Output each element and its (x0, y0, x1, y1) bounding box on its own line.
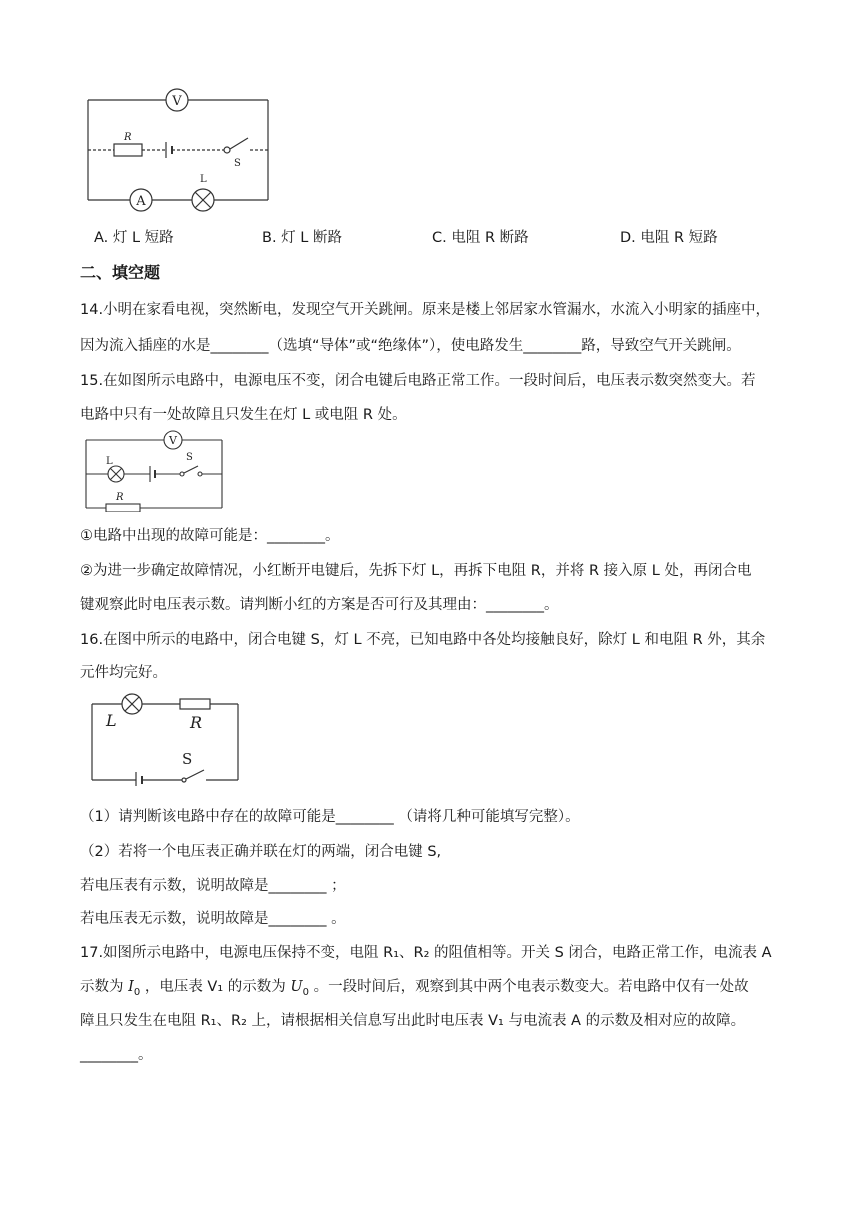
fig13-label-a: A (136, 194, 146, 209)
q15-sub2-line1: ②为进一步确定故障情况，小红断开电键后，先拆下灯 L，再拆下电阻 R，并将 R 接入原 L 处，再闭合电 (80, 563, 752, 579)
fig16-label-l: L (106, 711, 117, 730)
q17-voltage-sub: 0 (302, 986, 309, 998)
q15-line1: 15.在如图所示电路中，电源电压不变，闭合电键后电路正常工作。一段时间后，电压表示数突然变大。若 (80, 373, 756, 389)
q15-sub1: ①电路中出现的故障可能是：________。 (80, 528, 340, 544)
q17-current-sub: 0 (133, 986, 141, 998)
circuit-diagram-q16 (86, 690, 246, 786)
q16-sub2: （2）若将一个电压表正确并联在灯的两端，闭合电键 S, (80, 844, 442, 860)
q17-current-symbol: I (128, 979, 134, 995)
fig13-label-s: S (234, 158, 241, 169)
option-d: D. 电阻 R 短路 (620, 230, 718, 246)
q16-line2: 元件均完好。 (80, 665, 167, 681)
q17-voltage-symbol: U (290, 979, 303, 995)
circuit-diagram-q13 (84, 86, 274, 216)
q17-line2 (80, 977, 749, 1003)
q17-line2-a: 示数为 (80, 979, 129, 995)
fig13-label-r: R (124, 132, 132, 143)
q16-line1: 16.在图中所示的电路中，闭合电键 S，灯 L 不亮，已知电路中各处均接触良好，除灯 L 和电阻 R 外，其余 (80, 632, 766, 648)
option-b: B. 灯 L 断路 (262, 230, 342, 246)
q17-line4: ________。 (80, 1047, 153, 1063)
q16-sub3: 若电压表有示数，说明故障是________ ； (80, 878, 346, 894)
option-c: C. 电阻 R 断路 (432, 230, 529, 246)
fig15-label-r: R (116, 492, 124, 503)
q17-line3: 障且只发生在电阻 R₁、R₂ 上，请根据相关信息写出此时电压表 V₁ 与电流表 A 的示数及相对应的故障。 (80, 1013, 746, 1029)
fig13-label-l: L (200, 174, 207, 185)
q16-sub1: （1）请判断该电路中存在的故障可能是________ （请将几种可能填写完整）。 (80, 809, 580, 825)
fig15-label-v: V (169, 434, 177, 447)
q15-line2: 电路中只有一处故障且只发生在灯 L 或电阻 R 处。 (80, 407, 407, 423)
fig15-label-s: S (186, 452, 193, 463)
option-a: A. 灯 L 短路 (94, 230, 174, 246)
fig16-label-r: R (190, 713, 203, 732)
q14-line1: 14.小明在家看电视，突然断电，发现空气开关跳闸。原来是楼上邻居家水管漏水，水流入小明家的插座中， (80, 302, 771, 318)
q17-line2-c: 。一段时间后，观察到其中两个电表示数变大。若电路中仅有一处故 (309, 979, 749, 995)
circuit-diagram-q15 (84, 428, 230, 512)
q14-line2: 因为流入插座的水是________（选填“导体”或“绝缘体”），使电路发生________路，导致空气开关跳闸。 (80, 338, 741, 354)
section-title: 二、填空题 (80, 263, 161, 282)
q16-sub4: 若电压表无示数，说明故障是________ 。 (80, 911, 346, 927)
fig16-label-s: S (182, 750, 193, 768)
fig15-label-l: L (106, 456, 113, 467)
q15-sub2-line2: 键观察此时电压表示数。请判断小红的方案是否可行及其理由：________。 (80, 597, 559, 613)
q17-line1: 17.如图所示电路中，电源电压保持不变，电阻 R₁、R₂ 的阻值相等。开关 S 闭合，电路正常工作，电流表 A (80, 945, 772, 961)
fig13-label-v: V (172, 94, 182, 109)
q17-line2-b: ，电压表 V₁ 的示数为 (140, 979, 291, 995)
